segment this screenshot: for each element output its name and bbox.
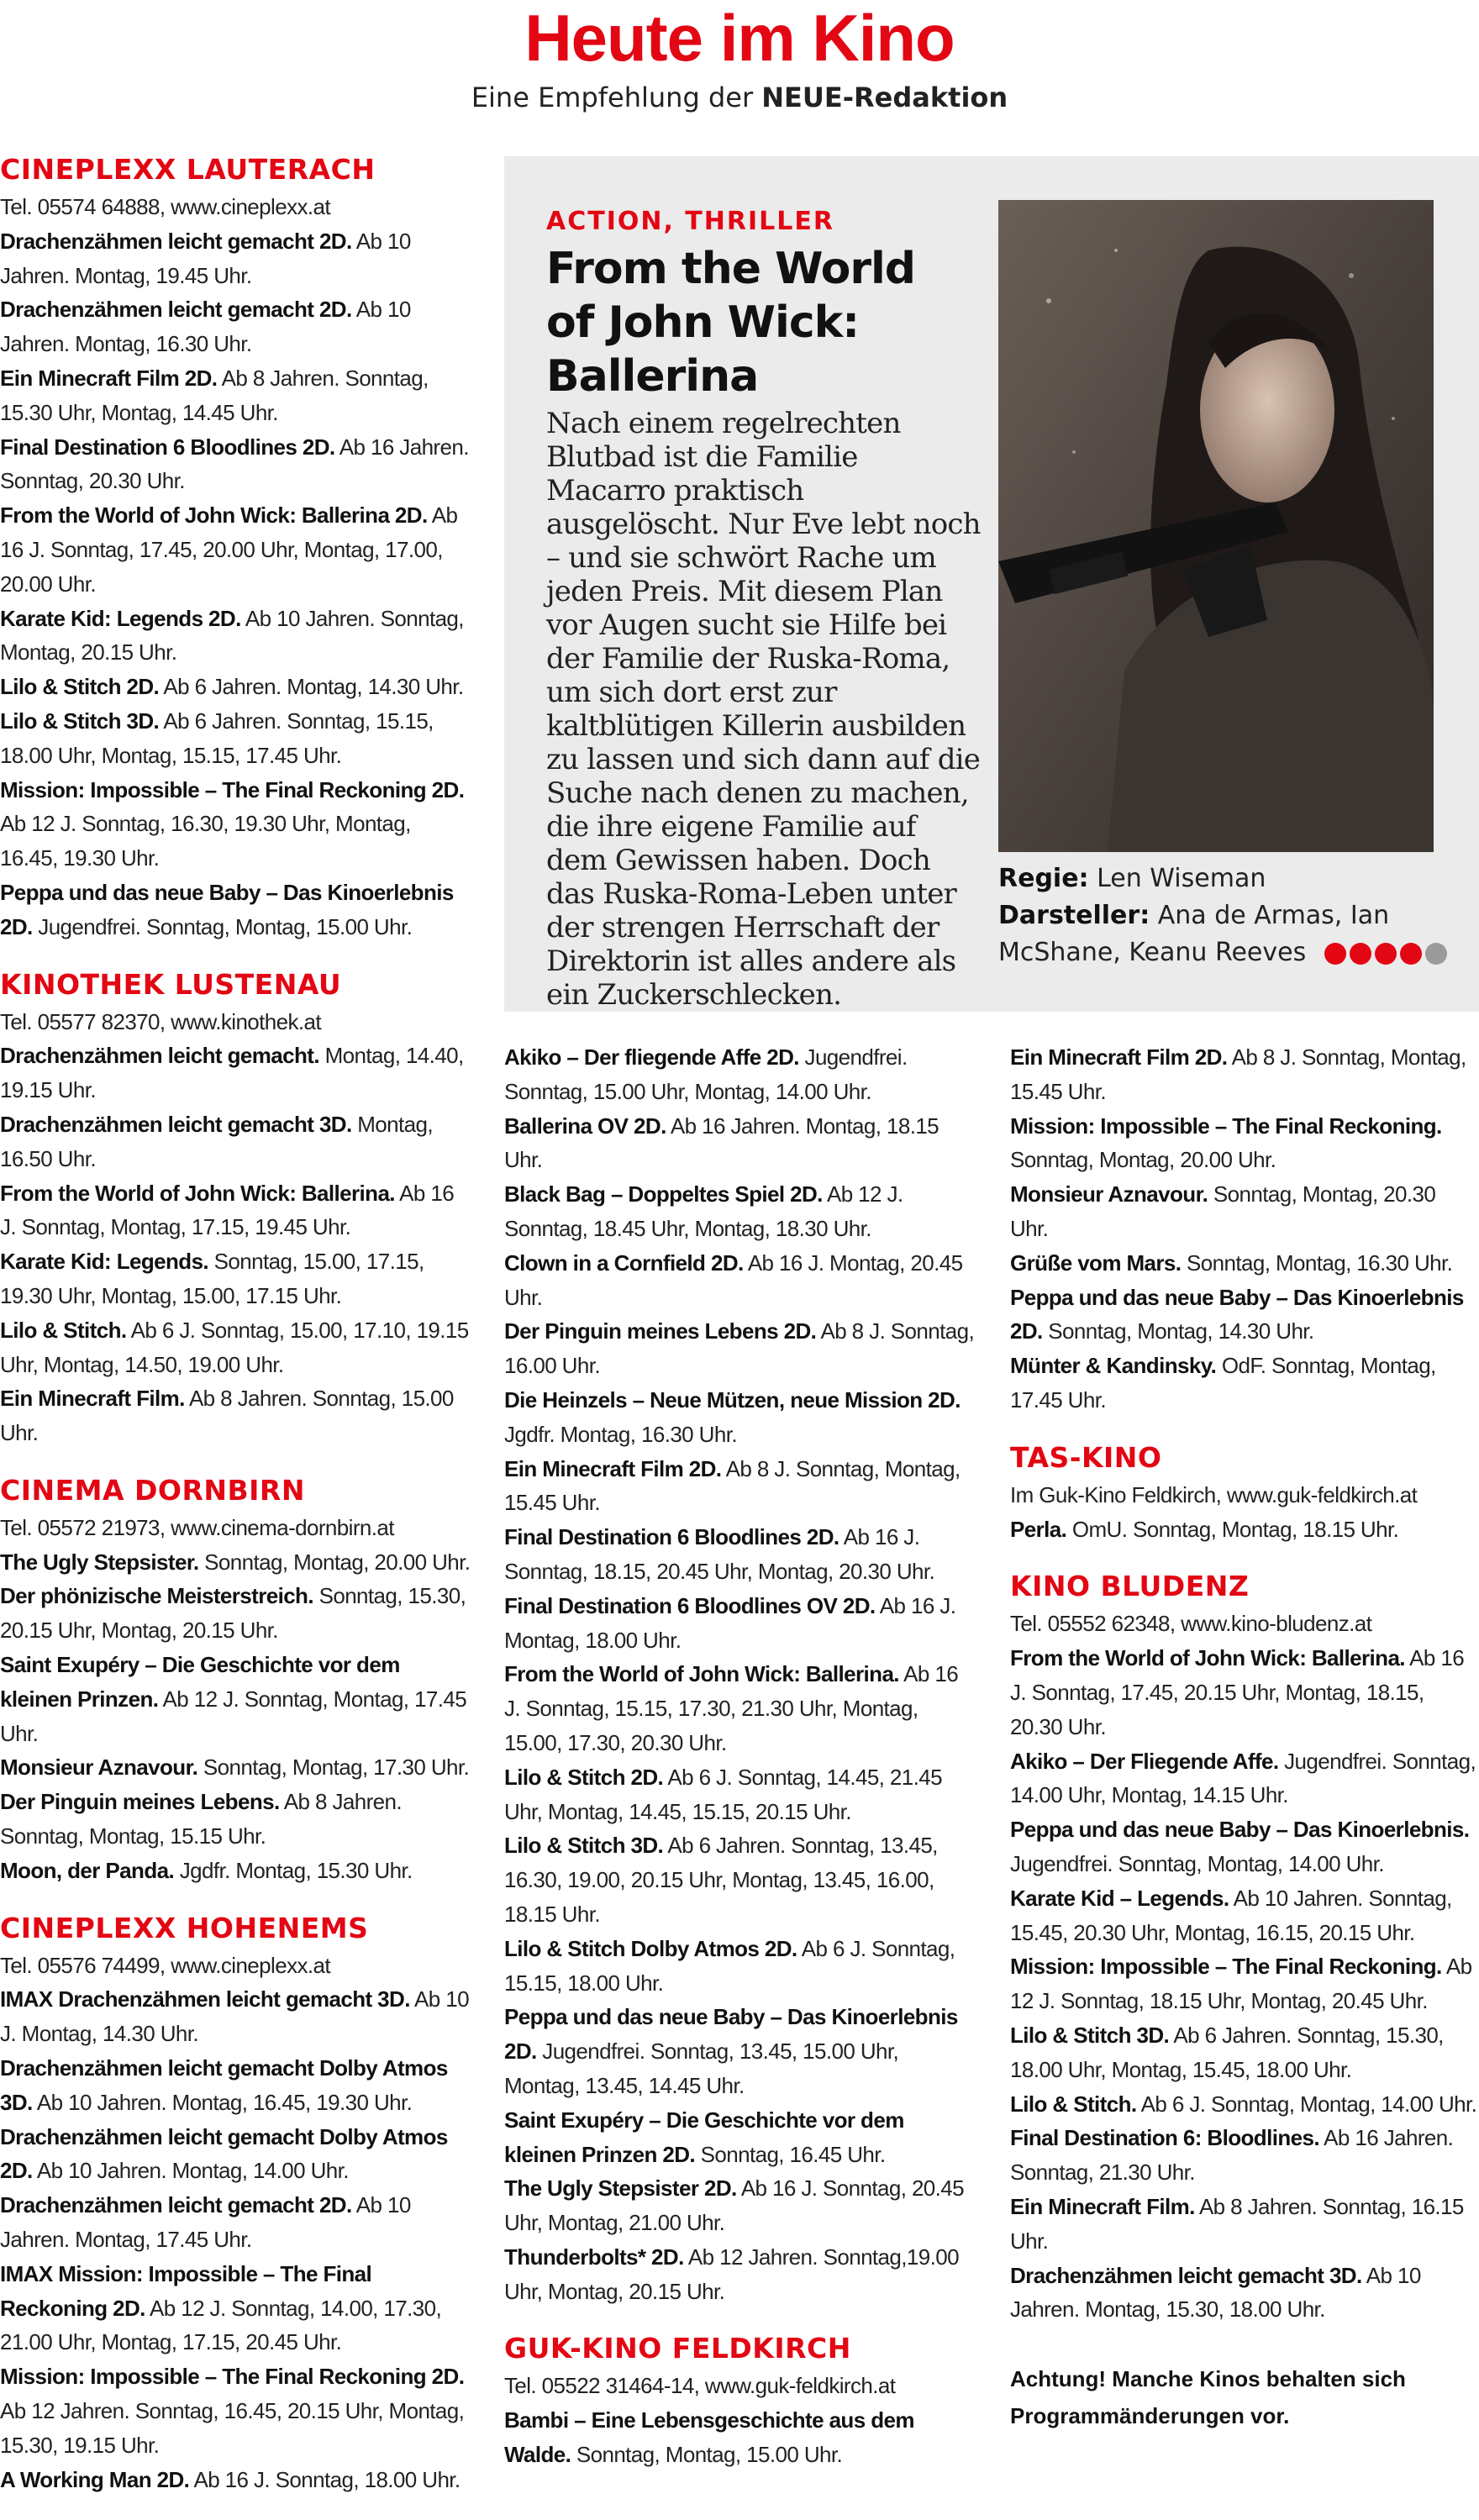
screening-info: Ab 10 Jahren. Montag, 16.45, 19.30 Uhr. xyxy=(32,2089,413,2115)
screening-entry xyxy=(0,1313,471,1382)
film-title: Drachenzähmen leicht gemacht. xyxy=(0,1043,319,1069)
film-title: From the World of John Wick: Ballerina. xyxy=(1010,1645,1405,1671)
screening-entry xyxy=(504,2403,975,2472)
film-title: Monsieur Aznavour. xyxy=(0,1755,198,1781)
screening-entry xyxy=(0,876,471,944)
film-title: Mission: Impossible – The Final Reckoning 2D. xyxy=(0,776,465,802)
film-title: Karate Kid – Legends. xyxy=(1010,1885,1229,1911)
screening-info: Ab 16 J. Sonntag, Montag, 17.15, 19.45 Uhr. xyxy=(0,1180,455,1240)
screening-entry xyxy=(504,1314,975,1383)
director-name: Len Wiseman xyxy=(1097,864,1266,893)
screening-info: Sonntag, 16.45 Uhr. xyxy=(695,2141,886,2167)
screening-info: Sonntag, Montag, 14.30 Uhr. xyxy=(1042,1318,1314,1344)
screening-info: Ab 12 J. Sonntag, Montag, 17.45 Uhr. xyxy=(0,1686,467,1746)
rating-dot-filled xyxy=(1400,943,1422,965)
film-title: Karate Kid: Legends. xyxy=(0,1249,209,1275)
cinema-name: KINOTHEK LUSTENAU xyxy=(0,967,342,1001)
cinema-block-kinothek-lustenau xyxy=(0,968,471,1450)
screening-info: Ab 10 Jahren. Sonntag, 15.45, 20.30 Uhr, Montag, 16.15, 20.15 Uhr. xyxy=(1010,1885,1452,1945)
screening-entry xyxy=(504,2240,975,2309)
screening-info: Ab 16 Jahren. Sonntag, 21.30 Uhr. xyxy=(1010,2125,1454,2186)
screening-entry xyxy=(1010,2259,1479,2328)
screening-info: Ab 10 Jahren. Montag, 17.45 Uhr. xyxy=(0,2192,411,2253)
director-label: Regie: xyxy=(998,864,1089,893)
screening-info: Sonntag, Montag, 20.30 Uhr. xyxy=(1010,1181,1436,1241)
film-title: Peppa und das neue Baby – Das Kinoerlebnis. xyxy=(1010,1817,1470,1843)
screening-info: Ab 10 Jahren. Montag, 15.30, 18.00 Uhr. xyxy=(1010,2262,1421,2323)
screening-info: Ab 16 J. Sonntag, 20.45 Uhr, Montag, 21.00 Uhr. xyxy=(504,2175,965,2236)
screening-info: Ab 6 Jahren. Sonntag, 13.45, 16.30, 19.00, 20.15 Uhr, Montag, 13.45, 16.00, 18.15 Uhr. xyxy=(504,1833,938,1927)
film-title: Drachenzähmen leicht gemacht 3D. xyxy=(0,1111,352,1137)
film-title: Final Destination 6 Bloodlines OV 2D. xyxy=(504,1592,876,1618)
film-title: Mission: Impossible – The Final Reckoning 2D. xyxy=(0,2364,465,2390)
screening-entry xyxy=(504,1657,975,1760)
cinema-contact: Tel. 05552 62348, www.kino-bludenz.at xyxy=(1010,1611,1372,1637)
screening-info: Ab 16 J. Montag, 20.45 Uhr. xyxy=(504,1249,963,1310)
screening-info: Ab 10 J. Montag, 14.30 Uhr. xyxy=(0,1986,469,2047)
feature-credits xyxy=(998,860,1469,972)
screening-entry xyxy=(0,1854,471,1888)
screening-entry xyxy=(1010,1881,1479,1950)
screening-info: Montag, 16.50 Uhr. xyxy=(0,1111,433,1171)
film-title: Ein Minecraft Film 2D. xyxy=(1010,1044,1228,1070)
screening-info: Ab 8 Jahren. Sonntag, 15.30 Uhr, Montag, 14.45 Uhr. xyxy=(0,365,429,425)
film-title: Die Heinzels – Neue Mützen, neue Mission 2D. xyxy=(504,1386,961,1413)
screening-info: Ab 12 Jahren. Sonntag, 16.45, 20.15 Uhr, Montag, 15.30, 19.15 Uhr. xyxy=(0,2398,465,2458)
screening-entry xyxy=(0,2120,471,2189)
film-title: Clown in a Cornfield 2D. xyxy=(504,1249,744,1276)
screening-info: Ab 12 J. Sonntag, 16.30, 19.30 Uhr, Montag, 16.45, 19.30 Uhr. xyxy=(0,811,411,871)
page-subtitle xyxy=(0,81,1479,114)
screening-entry xyxy=(0,773,471,876)
screening-info: Ab 8 J. Sonntag, Montag, 15.45 Uhr. xyxy=(1010,1044,1466,1104)
screening-entry xyxy=(504,1760,975,1829)
screening-entry xyxy=(0,1244,471,1313)
screening-entry xyxy=(504,1383,975,1452)
feature-title: From the World of John Wick: Ballerina xyxy=(546,244,916,402)
screening-entry xyxy=(0,2360,471,2462)
screening-entry xyxy=(1010,1281,1479,1349)
cast-label: Darsteller: xyxy=(998,901,1150,930)
rating-dot-filled xyxy=(1375,943,1397,965)
film-title: From the World of John Wick: Ballerina 2D. xyxy=(0,502,428,529)
screening-entry xyxy=(504,1177,975,1246)
film-title: Peppa und das neue Baby – Das Kinoerlebnis 2D. xyxy=(1010,1284,1464,1344)
film-title: Akiko – Der Fliegende Affe. xyxy=(1010,1748,1279,1774)
film-title: Peppa und das neue Baby – Das Kinoerlebnis 2D. xyxy=(0,879,454,939)
screening-entry xyxy=(0,1039,471,1107)
screening-info: Jgdfr. Montag, 15.30 Uhr. xyxy=(174,1857,413,1883)
cinema-contact: Tel. 05574 64888, www.cineplexx.at xyxy=(0,194,330,219)
screening-entry xyxy=(0,1545,471,1580)
film-title: Perla. xyxy=(1010,1516,1067,1542)
film-title: Lilo & Stitch 3D. xyxy=(0,708,160,734)
screening-entry xyxy=(0,2463,471,2497)
film-title: Der Pinguin meines Lebens. xyxy=(0,1789,280,1815)
film-title: Final Destination 6 Bloodlines 2D. xyxy=(504,1524,840,1550)
screening-entry xyxy=(0,2188,471,2257)
screening-entry xyxy=(504,2171,975,2240)
screening-info: Jugendfrei. Sonntag, 15.00 Uhr, Montag, 14.00 Uhr. xyxy=(504,1044,908,1104)
screening-entry xyxy=(0,361,471,430)
rating-dots xyxy=(1324,935,1450,972)
film-title: Drachenzähmen leicht gemacht Dolby Atmos 2D. xyxy=(0,2123,448,2184)
film-title: Final Destination 6: Bloodlines. xyxy=(1010,2125,1319,2151)
screening-entry xyxy=(0,224,471,293)
cinema-name: CINEPLEXX HOHENEMS xyxy=(0,1911,369,1944)
screening-entry xyxy=(0,498,471,601)
screening-entry xyxy=(0,1381,471,1450)
listing-column-right xyxy=(1010,1040,1479,2434)
screening-entry xyxy=(504,1109,975,1178)
screening-info: Ab 8 J. Sonntag, Montag, 15.45 Uhr. xyxy=(504,1455,961,1516)
film-title: Saint Exupéry – Die Geschichte vor dem kleinen Prinzen 2D. xyxy=(504,2107,904,2167)
film-title: Monsieur Aznavour. xyxy=(1010,1181,1208,1207)
film-title: Ein Minecraft Film 2D. xyxy=(504,1455,722,1481)
feature-box xyxy=(504,156,1479,1012)
screening-entry xyxy=(1010,1513,1479,1547)
screening-info: Ab 8 J. Sonntag, 16.00 Uhr. xyxy=(504,1318,975,1379)
film-title: Saint Exupéry – Die Geschichte vor dem kleinen Prinzen. xyxy=(0,1652,400,1712)
film-title: Lilo & Stitch. xyxy=(0,1317,127,1343)
screening-info: Ab 6 Jahren. Sonntag, 15.15, 18.00 Uhr, Montag, 15.15, 17.45 Uhr. xyxy=(0,708,434,768)
film-title: From the World of John Wick: Ballerina. xyxy=(0,1180,395,1206)
screening-info: Ab 10 Jahren. Sonntag, Montag, 20.15 Uhr. xyxy=(0,605,464,666)
screening-entry xyxy=(0,430,471,499)
screening-entry xyxy=(1010,1246,1479,1281)
screening-entry xyxy=(0,670,471,704)
cast-names: Ana de Armas, Ian McShane, Keanu Reeves xyxy=(998,901,1390,967)
film-title: Lilo & Stitch 3D. xyxy=(504,1833,664,1859)
subtitle-brand: NEUE-Redaktion xyxy=(761,82,1008,113)
screening-entry xyxy=(504,1932,975,2001)
screening-info: Ab 12 Jahren. Sonntag,19.00 Uhr, Montag, 20.15 Uhr. xyxy=(504,2244,959,2304)
screening-info: Ab 10 Jahren. Montag, 16.30 Uhr. xyxy=(0,297,411,357)
screening-info: Jugendfrei. Sonntag, Montag, 15.00 Uhr. xyxy=(32,913,413,939)
screening-entry xyxy=(1010,2121,1479,2190)
screening-info: Ab 8 Jahren. Sonntag, Montag, 15.15 Uhr. xyxy=(0,1789,403,1849)
screening-info: Sonntag, Montag, 20.00 Uhr. xyxy=(198,1549,471,1575)
film-title: IMAX Mission: Impossible – The Final Reckoning 2D. xyxy=(0,2260,372,2321)
cinema-name: TAS-KINO xyxy=(1010,1440,1162,1474)
screening-info: Ab 6 Jahren. Montag, 14.30 Uhr. xyxy=(159,674,464,700)
screening-entry xyxy=(0,602,471,671)
programme-change-note: Achtung! Manche Kinos behalten sich Programmänderungen vor. xyxy=(1010,2366,1406,2429)
cinema-contact: Tel. 05576 74499, www.cineplexx.at xyxy=(0,1952,330,1978)
film-title: Akiko – Der fliegende Affe 2D. xyxy=(504,1044,799,1070)
screening-entry xyxy=(504,1246,975,1315)
screening-entry xyxy=(1010,1349,1479,1418)
screening-info: Ab 16 J. Sonntag, 17.45, 20.00 Uhr, Montag, 17.00, 20.00 Uhr. xyxy=(0,502,458,597)
screening-info: Jgdfr. Montag, 16.30 Uhr. xyxy=(504,1421,737,1447)
screening-entry xyxy=(504,1589,975,1658)
screening-entry xyxy=(504,1520,975,1589)
screening-entry xyxy=(0,1648,471,1750)
cinema-contact: Tel. 05572 21973, www.cinema-dornbirn.at xyxy=(0,1514,394,1540)
screening-entry xyxy=(1010,1949,1479,2018)
film-title: Final Destination 6 Bloodlines 2D. xyxy=(0,434,335,460)
screening-entry xyxy=(1010,2190,1479,2259)
screening-info: Ab 10 Jahren. Montag, 19.45 Uhr. xyxy=(0,228,411,288)
screening-entry xyxy=(1010,1109,1479,1178)
rating-dot-filled xyxy=(1350,943,1371,965)
feature-photo xyxy=(998,200,1434,852)
screening-entry xyxy=(0,704,471,773)
cinema-name: KINO BLUDENZ xyxy=(1010,1570,1250,1603)
screening-info: Ab 12 J. Sonntag, 18.15 Uhr, Montag, 20.45 Uhr. xyxy=(1010,1954,1472,2014)
screening-entry xyxy=(1010,1641,1479,1744)
screening-info: Ab 16 J. Montag, 18.00 Uhr. xyxy=(504,1592,956,1653)
screening-entry xyxy=(0,2051,471,2120)
film-title: Ein Minecraft Film. xyxy=(0,1386,185,1412)
screening-info: Ab 16 J. Sonntag, 18.00 Uhr. xyxy=(189,2466,461,2492)
film-title: Der phönizische Meisterstreich. xyxy=(0,1583,313,1609)
screening-entry xyxy=(504,1828,975,1931)
cinema-name: CINEMA DORNBIRN xyxy=(0,1473,305,1507)
screening-info: Jugendfrei. Sonntag, 14.00 Uhr, Montag, 14.15 Uhr. xyxy=(1010,1748,1476,1808)
cinema-name: CINEPLEXX LAUTERACH xyxy=(0,153,376,186)
screening-info: Sonntag, 15.00, 17.15, 19.30 Uhr, Montag, 15.00, 17.15 Uhr. xyxy=(0,1249,424,1308)
screening-info: Ab 16 J. Sonntag, 15.15, 17.30, 21.30 Uhr, Montag, 15.00, 17.30, 20.30 Uhr. xyxy=(504,1661,959,1755)
film-title: Drachenzähmen leicht gemacht 2D. xyxy=(0,2192,352,2218)
screening-entry xyxy=(504,2000,975,2102)
feature-genre: ACTION, THRILLER xyxy=(546,207,834,236)
film-title: Ballerina OV 2D. xyxy=(504,1113,666,1139)
feature-description: Nach einem regelrechten Blutbad ist die Familie Macarro praktisch ausgelöscht. Nur Eve lebt noch – und sie schwört Rache um jeden Preis. Mit diesem Plan vor Augen sucht sie Hilfe bei der Familie der Ruska-Roma, um sich dort erst zur kaltblütigen Killerin ausbilden zu lassen und sich dann auf die Suche nach denen zu machen, die ihre eigene Familie auf dem Gewissen haben. Doch das Ruska-Roma-Leben unter der strengen Herrschaft der Direktorin ist alles andere als ein Zuckerschlecken. xyxy=(546,407,981,1012)
film-title: Bambi – Eine Lebensgeschichte aus dem Walde. xyxy=(504,2407,914,2468)
screening-info: Ab 10 Jahren. Montag, 14.00 Uhr. xyxy=(32,2158,349,2184)
screening-entry xyxy=(0,1785,471,1854)
screening-entry xyxy=(1010,1040,1479,1109)
cinema-contact: Tel. 05577 82370, www.kinothek.at xyxy=(0,1008,322,1034)
screening-info: Ab 8 Jahren. Sonntag, 16.15 Uhr. xyxy=(1010,2193,1464,2254)
cinema-block-guk-kino-feldkirch xyxy=(504,2332,975,2471)
film-title: Drachenzähmen leicht gemacht 3D. xyxy=(1010,2262,1362,2288)
film-title: Black Bag – Doppeltes Spiel 2D. xyxy=(504,1181,823,1207)
screening-entry xyxy=(0,1579,471,1648)
screening-info: Ab 16 J. Sonntag, 17.45, 20.15 Uhr, Montag, 18.15, 20.30 Uhr. xyxy=(1010,1645,1465,1739)
film-title: Lilo & Stitch Dolby Atmos 2D. xyxy=(504,1935,797,1961)
screening-info: Ab 16 Jahren. Sonntag, 20.30 Uhr. xyxy=(0,434,469,494)
screening-entry xyxy=(1010,2018,1479,2087)
cinema-contact: Im Guk-Kino Feldkirch, www.guk-feldkirch.at xyxy=(1010,1481,1418,1507)
film-title: Thunderbolts* 2D. xyxy=(504,2244,684,2270)
film-title: The Ugly Stepsister. xyxy=(0,1549,199,1575)
screening-info: Montag, 14.40, 19.15 Uhr. xyxy=(0,1043,464,1103)
screening-entry xyxy=(1010,2087,1479,2122)
screening-entry xyxy=(0,1982,471,2051)
film-title: Lilo & Stitch 2D. xyxy=(0,674,160,700)
film-title: Grüße vom Mars. xyxy=(1010,1249,1182,1276)
film-title: Mission: Impossible – The Final Reckoning. xyxy=(1010,1954,1442,1980)
screening-info: Ab 6 J. Sonntag, Montag, 14.00 Uhr. xyxy=(1136,2091,1477,2117)
screening-info: Ab 6 J. Sonntag, 15.15, 18.00 Uhr. xyxy=(504,1935,955,1996)
masthead xyxy=(0,0,1479,114)
screening-info: Sonntag, Montag, 17.30 Uhr. xyxy=(197,1755,470,1781)
screening-entry xyxy=(0,292,471,361)
film-title: Moon, der Panda. xyxy=(0,1857,175,1883)
film-title: Ein Minecraft Film. xyxy=(1010,2193,1195,2219)
subtitle-prefix: Eine Empfehlung der xyxy=(471,82,762,113)
film-title: Lilo & Stitch 3D. xyxy=(1010,2022,1170,2048)
screening-entry xyxy=(504,2103,975,2172)
screening-info: Jugendfrei. Sonntag, Montag, 14.00 Uhr. xyxy=(1010,1850,1384,1876)
screening-entry xyxy=(504,1040,975,1109)
movie-still-image xyxy=(998,200,1434,852)
screening-info: Ab 12 J. Sonntag, 18.45 Uhr, Montag, 18.30 Uhr. xyxy=(504,1181,903,1241)
listing-column-middle xyxy=(504,1040,975,2496)
screening-info: Ab 8 Jahren. Sonntag, 15.00 Uhr. xyxy=(0,1386,454,1446)
film-title: Drachenzähmen leicht gemacht 2D. xyxy=(0,228,352,254)
screening-info: Sonntag, 15.30, 20.15 Uhr, Montag, 20.15 Uhr. xyxy=(0,1583,466,1644)
film-title: The Ugly Stepsister 2D. xyxy=(504,2175,737,2202)
film-title: Mission: Impossible – The Final Reckoning. xyxy=(1010,1113,1442,1139)
film-title: Drachenzähmen leicht gemacht 2D. xyxy=(0,297,352,323)
rating-dot-empty xyxy=(1425,943,1447,965)
screening-entry xyxy=(1010,1812,1479,1881)
cinema-block-cineplexx-lauterach xyxy=(0,153,471,944)
screening-info: Sonntag, Montag, 20.00 Uhr. xyxy=(1010,1147,1276,1173)
listing-column-left xyxy=(0,153,471,2520)
film-title: Ein Minecraft Film 2D. xyxy=(0,365,218,391)
screening-info: Ab 16 J. Sonntag, 18.15, 20.45 Uhr, Montag, 20.30 Uhr. xyxy=(504,1524,935,1584)
film-title: IMAX Drachenzähmen leicht gemacht 3D. xyxy=(0,1986,410,2012)
film-title: From the World of John Wick: Ballerina. xyxy=(504,1661,899,1687)
film-title: Drachenzähmen leicht gemacht Dolby Atmos 3D. xyxy=(0,2055,448,2115)
cinema-block-continued xyxy=(1010,1040,1479,1418)
screening-info: OmU. Sonntag, Montag, 18.15 Uhr. xyxy=(1066,1516,1399,1542)
cinema-block-kino-bludenz xyxy=(1010,1570,1479,2327)
cinema-block-cineplexx-hohenems xyxy=(0,1912,471,2497)
film-title: Peppa und das neue Baby – Das Kinoerlebnis 2D. xyxy=(504,2004,958,2065)
screening-entry xyxy=(1010,1744,1479,1813)
screening-entry xyxy=(0,1750,471,1785)
screening-info: Ab 6 J. Sonntag, 14.45, 21.45 Uhr, Montag, 14.45, 15.15, 20.15 Uhr. xyxy=(504,1764,942,1824)
screening-entry xyxy=(0,1107,471,1176)
screening-info: Sonntag, Montag, 15.00 Uhr. xyxy=(571,2442,843,2468)
screening-info: OdF. Sonntag, Montag, 17.45 Uhr. xyxy=(1010,1353,1436,1413)
film-title: Münter & Kandinsky. xyxy=(1010,1353,1217,1379)
screening-info: Ab 6 J. Sonntag, 15.00, 17.10, 19.15 Uhr, Montag, 14.50, 19.00 Uhr. xyxy=(0,1317,469,1377)
screening-entry xyxy=(0,2257,471,2360)
screening-info: Ab 12 J. Sonntag, 14.00, 17.30, 21.00 Uhr, Montag, 17.15, 20.45 Uhr. xyxy=(0,2295,442,2355)
film-title: Karate Kid: Legends 2D. xyxy=(0,605,241,631)
screening-info: Ab 16 Jahren. Montag, 18.15 Uhr. xyxy=(504,1113,940,1173)
film-title: Der Pinguin meines Lebens 2D. xyxy=(504,1318,817,1344)
rating-dot-filled xyxy=(1324,943,1346,965)
screening-entry xyxy=(1010,1177,1479,1246)
cinema-contact: Tel. 05522 31464-14, www.guk-feldkirch.at xyxy=(504,2373,896,2399)
film-title: Lilo & Stitch 2D. xyxy=(504,1764,664,1790)
page-title: Heute im Kino xyxy=(524,1,955,75)
screening-info: Jugendfrei. Sonntag, 13.45, 15.00 Uhr, Montag, 13.45, 14.45 Uhr. xyxy=(504,2039,899,2098)
cinema-block-continued xyxy=(504,1040,975,2308)
cinema-block-tas-kino xyxy=(1010,1441,1479,1547)
screening-entry xyxy=(504,1452,975,1521)
film-title: A Working Man 2D. xyxy=(0,2466,190,2492)
screening-entry xyxy=(0,1176,471,1245)
cinema-name: GUK-KINO FELDKIRCH xyxy=(504,2332,851,2365)
screening-info: Ab 6 Jahren. Sonntag, 15.30, 18.00 Uhr, Montag, 15.45, 18.00 Uhr. xyxy=(1010,2022,1444,2082)
film-title: Lilo & Stitch. xyxy=(1010,2091,1137,2117)
screening-info: Sonntag, Montag, 16.30 Uhr. xyxy=(1181,1249,1453,1276)
cinema-block-cinema-dornbirn xyxy=(0,1474,471,1888)
